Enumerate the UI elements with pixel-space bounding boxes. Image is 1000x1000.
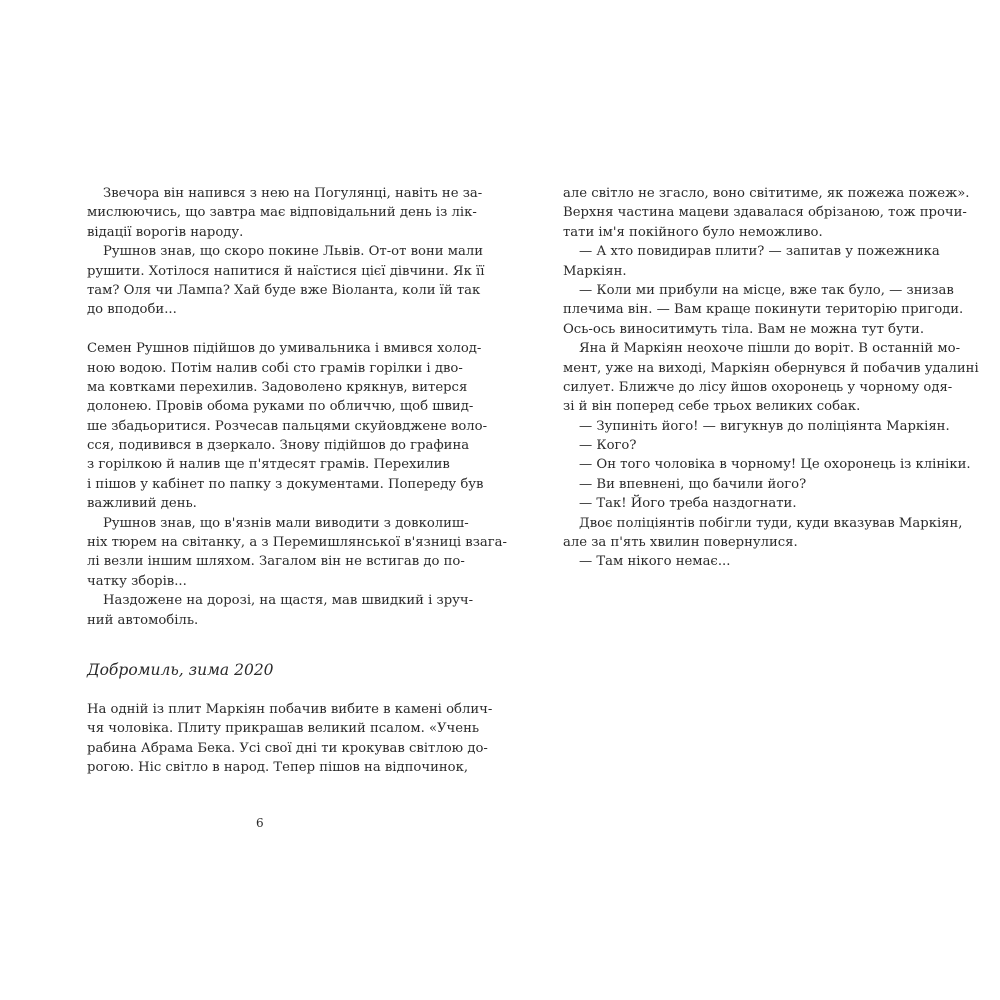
dialogue-line: — Так! Його треба наздогнати. xyxy=(579,496,797,512)
text-line: Звечора він напився з нею на Погулянці, навіть не за- xyxy=(103,186,483,201)
text-line: Рушнов знав, що скоро покине Львів. От-от вони мали xyxy=(103,244,484,260)
text-line: і пішов у кабінет по папку з документами. Попереду був xyxy=(87,476,484,492)
text-line: але світло не згасло, воно світитиме, як пожежа пожеж». xyxy=(563,186,970,201)
dialogue-line: — Ви впевнені, що бачили його? xyxy=(579,476,807,492)
text-line: долонею. Провів обома руками по обличчю, щоб швид- xyxy=(87,399,474,415)
text-line: з горілкою й налив ще п'ятдесят грамів. Перехилив xyxy=(87,457,450,473)
text-line: силует. Ближче до лісу йшов охоронець у чорному одя- xyxy=(563,379,953,395)
text-line: ше збадьоритися. Розчесав пальцями скуйовджене воло- xyxy=(87,418,488,434)
text-line: Верхня частина мацеви здавалася обрізаною, тож прочи- xyxy=(563,205,967,221)
text-line: лі везли іншим шляхом. Загалом він не встигав до по- xyxy=(87,554,465,570)
text-line: до вподоби... xyxy=(87,302,177,318)
text-line: зі й він поперед себе трьох великих собак. xyxy=(563,399,861,415)
text-line: ною водою. Потім налив собі сто грамів горілки і дво- xyxy=(87,360,463,376)
text-line: Двоє поліціянтів побігли туди, куди вказував Маркіян, xyxy=(579,515,963,531)
text-line: На одній із плит Маркіян побачив вибите в камені облич- xyxy=(87,702,493,717)
text-line: мент, уже на виході, Маркіян обернувся й побачив удалині xyxy=(563,360,979,376)
text-line: Ось-ось виноситимуть тіла. Вам не можна тут бути. xyxy=(563,321,925,337)
text-line: рогою. Ніс світло в народ. Тепер пішов на відпочинок, xyxy=(87,760,469,776)
text-line: плечима він. — Вам краще покинути територію пригоди. xyxy=(563,302,964,318)
text-line: рушити. Хотілося напитися й наїстися цієї дівчини. Як її xyxy=(87,263,485,279)
text-line: мислюючись, що завтра має відповідальний день із лік- xyxy=(87,205,477,221)
text-line: Яна й Маркіян неохоче пішли до воріт. В останній мо- xyxy=(579,341,961,357)
right-page-text xyxy=(563,184,979,572)
text-line: але за п'ять хвилин повернулися. xyxy=(563,535,798,551)
text-line: ний автомобіль. xyxy=(87,612,199,628)
text-line: сся, подивився в дзеркало. Знову підійшов до графина xyxy=(87,438,470,454)
text-line: Маркіян. xyxy=(563,263,627,279)
text-line: чатку зборів... xyxy=(87,573,187,589)
page-number: 6 xyxy=(256,816,264,830)
dialogue-line: — Зупиніть його! — вигукнув до поліціянта Маркіян. xyxy=(579,418,950,434)
text-line: тати ім'я покійного було неможливо. xyxy=(563,224,823,240)
text-line: рабина Абрама Бека. Усі свої дні ти крокував світлою до- xyxy=(87,740,488,756)
text-line: ма ковтками перехилив. Задоволено крякнув, витерся xyxy=(87,379,468,395)
dialogue-line: — Он того чоловіка в чорному! Це охоронець із клініки. xyxy=(579,457,971,473)
text-line: — Коли ми прибули на місце, вже так було, — знизав xyxy=(579,282,954,298)
text-line: там? Оля чи Лампа? Хай буде вже Віоланта, коли їй так xyxy=(87,282,481,298)
text-line: — А хто повидирав плити? — запитав у пожежника xyxy=(579,244,940,260)
dialogue-line: — Кого? xyxy=(579,438,637,454)
text-line: відації ворогів народу. xyxy=(87,224,244,240)
text-line: важливий день. xyxy=(87,496,197,512)
text-line: чя чоловіка. Плиту прикрашав великий псалом. «Учень xyxy=(87,721,480,737)
section-heading: Добромиль, зима 2020 xyxy=(87,661,274,679)
text-line: — Там нікого немає... xyxy=(579,554,731,570)
left-page-text xyxy=(87,184,507,630)
text-line: Рушнов знав, що в'язнів мали виводити з довколиш- xyxy=(103,515,469,531)
text-line: ніх тюрем на світанку, а з Перемишлянської в'язниці взага- xyxy=(87,535,507,551)
text-line: Семен Рушнов підійшов до умивальника і вмився холод- xyxy=(87,341,482,357)
text-line: Наздожене на дорозі, на щастя, мав швидкий і зруч- xyxy=(103,593,474,609)
left-page-text-lower xyxy=(87,700,493,778)
